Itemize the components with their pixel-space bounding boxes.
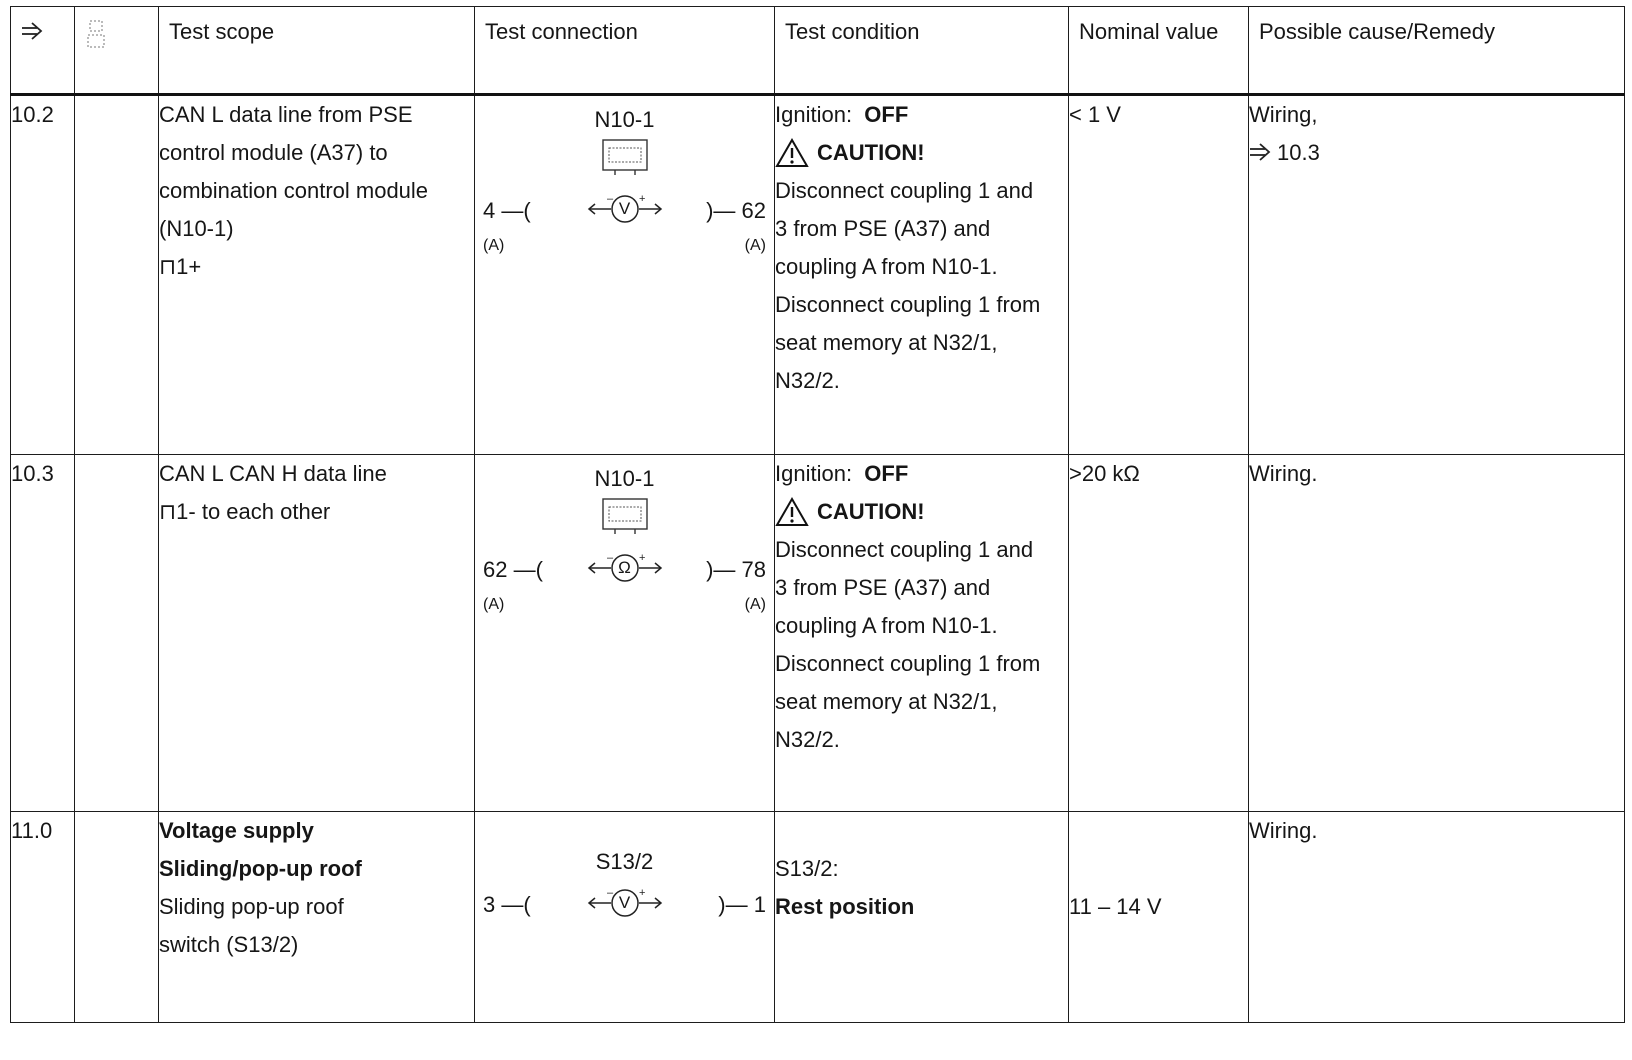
header-note — [75, 7, 159, 95]
table-header-row — [11, 7, 1625, 95]
ohmmeter-icon: – + Ω — [587, 549, 663, 587]
condition-line: Disconnect coupling 1 and — [775, 537, 1034, 562]
step-number: 10.3 — [11, 455, 75, 812]
voltmeter-icon: – + V — [587, 190, 663, 228]
possible-cause-cell — [1249, 812, 1625, 1023]
condition-line: N32/2. — [775, 368, 840, 393]
test-scope-cell — [159, 812, 475, 1023]
table-row — [11, 812, 1625, 1023]
scope-line: switch (S13/2) — [159, 932, 299, 957]
ignition-line: Ignition: OFF — [775, 102, 909, 127]
test-scope-cell — [159, 455, 475, 812]
cause-line: Wiring. — [1249, 818, 1318, 843]
condition-line: Disconnect coupling 1 from — [775, 651, 1041, 676]
cause-line: Wiring. — [1249, 461, 1318, 486]
component-label: N10-1 — [594, 466, 655, 491]
test-condition-cell — [775, 455, 1069, 812]
condition-label: S13/2: — [775, 856, 839, 881]
header-test-condition: Test condition — [775, 7, 1069, 95]
svg-text:–: – — [606, 887, 613, 899]
control-module-icon — [601, 138, 649, 176]
scope-line: (N10-1) — [159, 216, 234, 241]
connector-left: (A) — [483, 237, 505, 254]
header-test-scope: Test scope — [159, 7, 475, 95]
svg-text:–: – — [606, 193, 613, 205]
svg-text:–: – — [606, 552, 613, 564]
cause-line: Wiring, — [1249, 102, 1318, 127]
condition-line: coupling A from N10-1. — [775, 613, 998, 638]
nominal-value-cell: >20 kΩ — [1069, 455, 1249, 812]
svg-text:+: + — [638, 887, 645, 899]
scope-line: Sliding pop-up roof — [159, 894, 344, 919]
scope-line: CAN L CAN H data line — [159, 461, 387, 486]
table-row — [11, 95, 1625, 455]
note-cell — [75, 812, 159, 1023]
table-row — [11, 455, 1625, 812]
caution-line: CAUTION! — [775, 493, 1068, 531]
double-arrow-right-icon — [21, 22, 43, 40]
pin-right: )— 78 — [706, 557, 766, 582]
nominal-value-cell: < 1 V — [1069, 95, 1249, 455]
scope-title: Voltage supply — [159, 818, 314, 843]
test-connection-cell — [475, 95, 775, 455]
connector-right: (A) — [744, 237, 766, 254]
scope-line: CAN L data line from PSE — [159, 102, 413, 127]
pin-left: 3 —( — [483, 892, 531, 917]
double-arrow-right-icon — [1249, 143, 1271, 161]
test-connection-cell — [475, 812, 775, 1023]
header-possible-cause: Possible cause/Remedy — [1249, 7, 1625, 95]
ignition-line: Ignition: OFF — [775, 461, 909, 486]
connector-right: (A) — [744, 596, 766, 613]
pin-left: 4 —( — [483, 198, 531, 223]
nominal-value: 11 – 14 V — [1069, 894, 1162, 919]
condition-line: Disconnect coupling 1 from — [775, 292, 1041, 317]
pin-right: )— 1 — [718, 892, 766, 917]
condition-value: Rest position — [775, 894, 915, 919]
pin-left: 62 —( — [483, 557, 543, 582]
header-nominal-value: Nominal value — [1069, 7, 1249, 95]
condition-line: N32/2. — [775, 727, 840, 752]
condition-line: 3 from PSE (A37) and — [775, 575, 991, 600]
nominal-value-cell — [1069, 812, 1249, 1023]
condition-line: Disconnect coupling 1 and — [775, 178, 1034, 203]
pin-right: )— 62 — [706, 198, 766, 223]
warning-triangle-icon — [775, 497, 809, 527]
cause-link[interactable]: 10.3 — [1249, 134, 1624, 172]
possible-cause-cell — [1249, 95, 1625, 455]
test-scope-cell — [159, 95, 475, 455]
connector-left: (A) — [483, 596, 505, 613]
test-condition-cell — [775, 812, 1069, 1023]
voltmeter-icon: – + V — [587, 884, 663, 922]
condition-line: 3 from PSE (A37) and — [775, 216, 991, 241]
condition-line: coupling A from N10-1. — [775, 254, 998, 279]
header-step — [11, 7, 75, 95]
possible-cause-cell — [1249, 455, 1625, 812]
step-number: 11.0 — [11, 812, 75, 1023]
scope-line: ⊓1+ — [159, 254, 202, 279]
warning-triangle-icon — [775, 138, 809, 168]
scope-line: ⊓1- to each other — [159, 499, 331, 524]
scope-line: control module (A37) to — [159, 140, 388, 165]
note-cell — [75, 95, 159, 455]
test-condition-cell — [775, 95, 1069, 455]
control-module-icon — [601, 497, 649, 535]
caution-line: CAUTION! — [775, 134, 1068, 172]
test-connection-cell — [475, 455, 775, 812]
test-table — [10, 6, 1625, 1023]
condition-line: seat memory at N32/1, — [775, 330, 998, 355]
scope-title: Sliding/pop-up roof — [159, 856, 362, 881]
note-icon — [85, 17, 107, 53]
component-label: S13/2 — [595, 849, 654, 874]
scope-line: combination control module — [159, 178, 429, 203]
step-number: 10.2 — [11, 95, 75, 455]
condition-line: seat memory at N32/1, — [775, 689, 998, 714]
svg-text:+: + — [638, 552, 645, 564]
component-label: N10-1 — [594, 107, 655, 132]
header-test-connection: Test connection — [475, 7, 775, 95]
svg-text:+: + — [638, 193, 645, 205]
note-cell — [75, 455, 159, 812]
